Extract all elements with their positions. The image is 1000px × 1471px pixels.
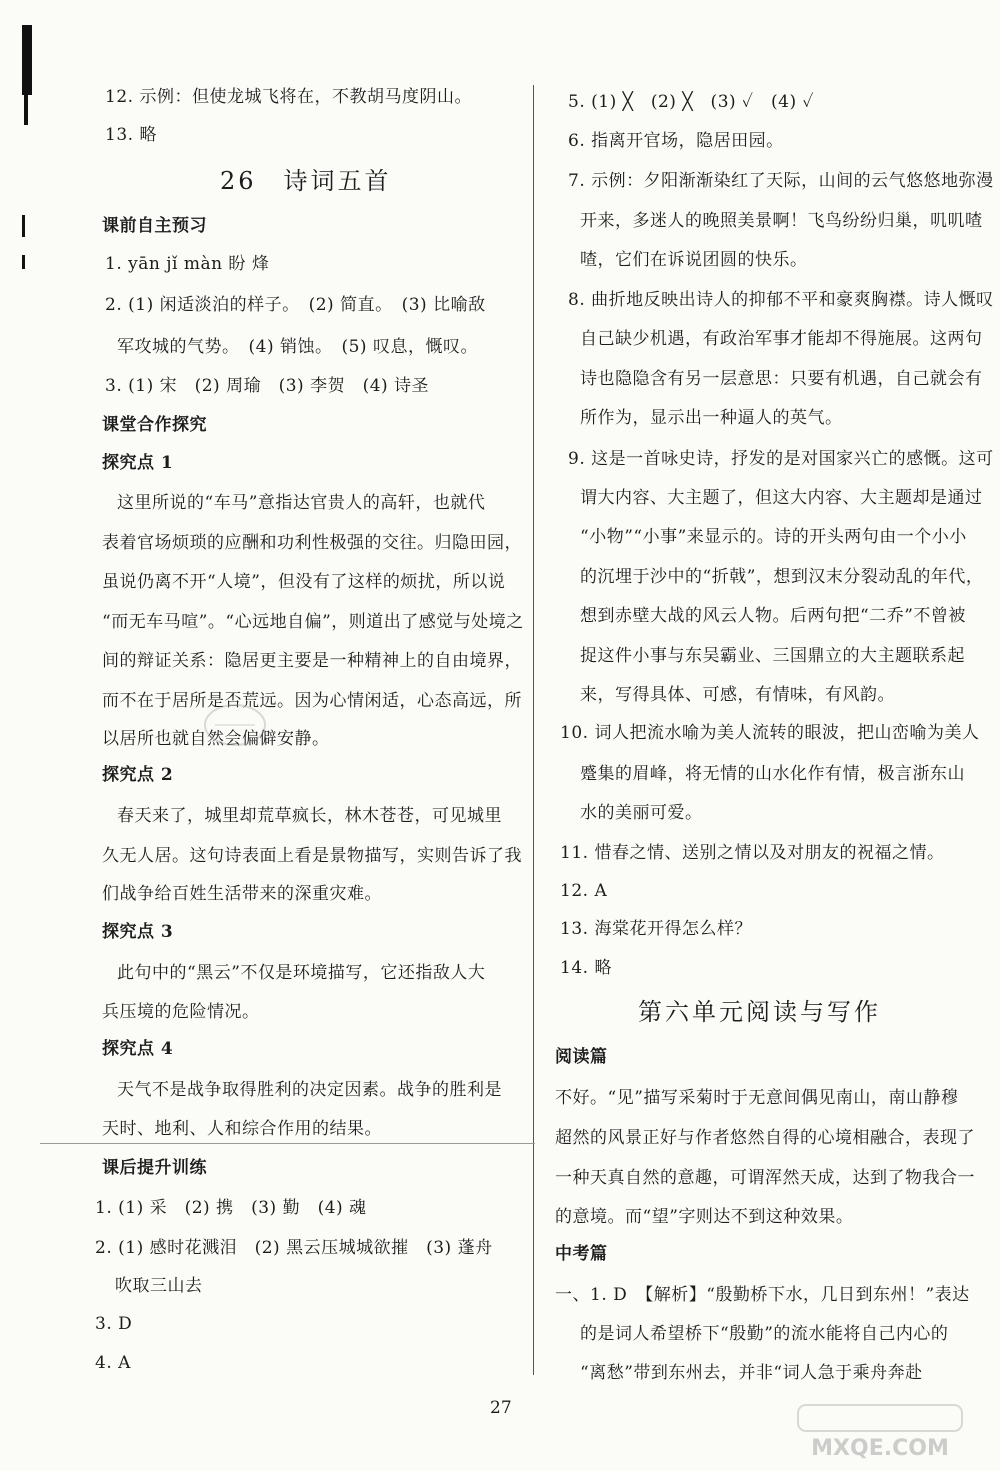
after-1: 1. (1) 采 (2) 携 (3) 勤 (4) 魂 xyxy=(95,1198,367,1218)
answer-9: “小物”“小事”来显示的。诗的开头两句由一个小小 xyxy=(580,527,967,547)
after-2a: 2. (1) 感时花溅泪 (2) 黑云压城城欲摧 (3) 蓬舟 xyxy=(95,1238,493,1258)
heading-point-3: 探究点 3 xyxy=(102,922,174,942)
answer-10: 蹙集的眉峰，将无情的山水化作有情，极言浙东山 xyxy=(580,764,965,784)
point1-line: 虽说仍离不开“人境”，但没有了这样的烦扰，所以说 xyxy=(102,572,506,592)
preview-2b: 军攻城的气势。 (4) 销蚀。 (5) 叹息，慨叹。 xyxy=(117,337,478,357)
point1-line: 以居所也就自然会偏僻安静。 xyxy=(102,729,330,749)
answer-10: 10. 词人把流水喻为美人流转的眼波，把山峦喻为美人 xyxy=(560,723,980,743)
watermark-logo-icon xyxy=(790,1401,970,1461)
point1-line: 而不在于居所是否荒远。因为心情闲适，心态高远，所 xyxy=(102,691,522,711)
exam-line: 一、1. D 【解析】“殷勤桥下水，几日到东州！”表达 xyxy=(555,1285,970,1305)
answer-9: 捉这件小事与东吴霸业、三国鼎立的大主题联系起 xyxy=(580,646,965,666)
point1-line: “而无车马喧”。“心远地自偏”，则道出了感觉与处境之 xyxy=(102,612,524,632)
point3-line: 兵压境的危险情况。 xyxy=(102,1002,260,1022)
exam-line: 的是词人希望桥下“殷勤”的流水能将自己内心的 xyxy=(580,1324,949,1344)
point2-line: 们战争给百姓生活带来的深重灾难。 xyxy=(102,884,382,904)
reading-line: 超然的风景正好与作者悠然自得的心境相融合，表现了 xyxy=(555,1128,975,1148)
answer-7: 喳，它们在诉说团圆的快乐。 xyxy=(580,250,808,270)
point1-line: 间的辩证关系：隐居更主要是一种精神上的自由境界， xyxy=(102,651,522,671)
answer-9: 来，写得具体、可感，有情味，有风韵。 xyxy=(580,685,895,705)
answer-7: 开来，多迷人的晚照美景啊！飞鸟纷纷归巢，叽叽喳 xyxy=(580,211,983,231)
answer-8: 诗也隐隐含有另一层意思：只要有机遇，自己就会有 xyxy=(580,369,983,389)
answer-5: 5. (1) ╳ (2) ╳ (3) ✓ (4) ✓ xyxy=(568,92,814,112)
answer-13: 13. 略 xyxy=(105,125,157,145)
scan-edge-mark xyxy=(22,255,25,269)
answer-12: 12. 示例：但使龙城飞将在，不教胡马度阴山。 xyxy=(105,87,472,107)
after-3: 3. D xyxy=(95,1314,133,1334)
column-divider xyxy=(533,85,534,1375)
horizontal-rule xyxy=(40,1143,535,1144)
answer-9: 的沉埋于沙中的“折戟”，想到汉末分裂动乱的年代， xyxy=(580,567,984,587)
answer-7: 7. 示例：夕阳渐渐染红了天际，山间的云气悠悠地弥漫 xyxy=(568,171,994,191)
preview-1: 1. yān jǐ màn 盼 烽 xyxy=(105,254,270,274)
faint-stamp-icon xyxy=(200,700,270,750)
page-number: 27 xyxy=(490,1398,512,1418)
point4-line: 天时、地利、人和综合作用的结果。 xyxy=(102,1119,382,1139)
answer-12: 12. A xyxy=(560,881,608,901)
reading-line: 一种天真自然的意趣，可谓浑然天成，达到了物我合一 xyxy=(555,1168,975,1188)
answer-13: 13. 海棠花开得怎么样？ xyxy=(560,919,752,939)
answer-11: 11. 惜春之情、送别之情以及对朋友的祝福之情。 xyxy=(560,843,945,863)
answer-8: 所作为，显示出一种逼人的英气。 xyxy=(580,408,843,428)
heading-point-1: 探究点 1 xyxy=(102,453,174,473)
answer-9: 想到赤壁大战的风云人物。后两句把“二乔”不曾被 xyxy=(580,606,966,626)
answer-10: 水的美丽可爱。 xyxy=(580,803,703,823)
answer-14: 14. 略 xyxy=(560,958,612,978)
preview-3: 3. (1) 宋 (2) 周瑜 (3) 李贺 (4) 诗圣 xyxy=(105,376,430,396)
answer-9: 谓大内容、大主题了，但这大内容、大主题却是通过 xyxy=(580,488,983,508)
section-title: 26 诗词五首 xyxy=(220,167,392,195)
heading-reading: 阅读篇 xyxy=(555,1047,608,1067)
scan-edge-mark xyxy=(22,215,25,237)
heading-preview: 课前自主预习 xyxy=(102,216,207,236)
point4-line: 天气不是战争取得胜利的决定因素。战争的胜利是 xyxy=(117,1080,502,1100)
after-2b: 吹取三山去 xyxy=(115,1276,203,1296)
point2-line: 久无人居。这句诗表面上看是景物描写，实则告诉了我 xyxy=(102,846,522,866)
after-4: 4. A xyxy=(95,1353,131,1373)
reading-line: 不好。“见”描写采菊时于无意间偶见南山，南山静穆 xyxy=(555,1088,959,1108)
answer-8: 8. 曲折地反映出诗人的抑郁不平和豪爽胸襟。诗人慨叹 xyxy=(568,290,994,310)
heading-class: 课堂合作探究 xyxy=(102,415,207,435)
heading-exam: 中考篇 xyxy=(555,1244,608,1264)
exam-line: “离愁”带到东州去，并非“词人急于乘舟奔赴 xyxy=(580,1363,923,1383)
answer-8: 自己缺少机遇，有政治军事才能却不得施展。这两句 xyxy=(580,329,983,349)
scan-edge-mark xyxy=(24,95,28,125)
reading-line: 的意境。而“望”字则达不到这种效果。 xyxy=(555,1207,854,1227)
heading-point-2: 探究点 2 xyxy=(102,765,174,785)
unit-title: 第六单元阅读与写作 xyxy=(638,998,881,1026)
point2-line: 春天来了，城里却荒草疯长，林木苍苍，可见城里 xyxy=(117,806,502,826)
heading-after-class: 课后提升训练 xyxy=(102,1158,207,1178)
point1-line: 表着官场烦琐的应酬和功利性极强的交往。归隐田园， xyxy=(102,533,522,553)
watermark-text: MXQE.COM xyxy=(811,1436,949,1461)
point1-line: 这里所说的“车马”意指达官贵人的高轩，也就代 xyxy=(117,493,486,513)
heading-point-4: 探究点 4 xyxy=(102,1039,174,1059)
preview-2a: 2. (1) 闲适淡泊的样子。 (2) 简直。 (3) 比喻敌 xyxy=(105,295,486,315)
answer-6: 6. 指离开官场，隐居田园。 xyxy=(568,131,784,151)
point3-line: 此句中的“黑云”不仅是环境描写，它还指敌人大 xyxy=(117,963,486,983)
scan-edge-mark xyxy=(22,25,32,95)
answer-9: 9. 这是一首咏史诗，抒发的是对国家兴亡的感慨。这可 xyxy=(568,449,994,469)
